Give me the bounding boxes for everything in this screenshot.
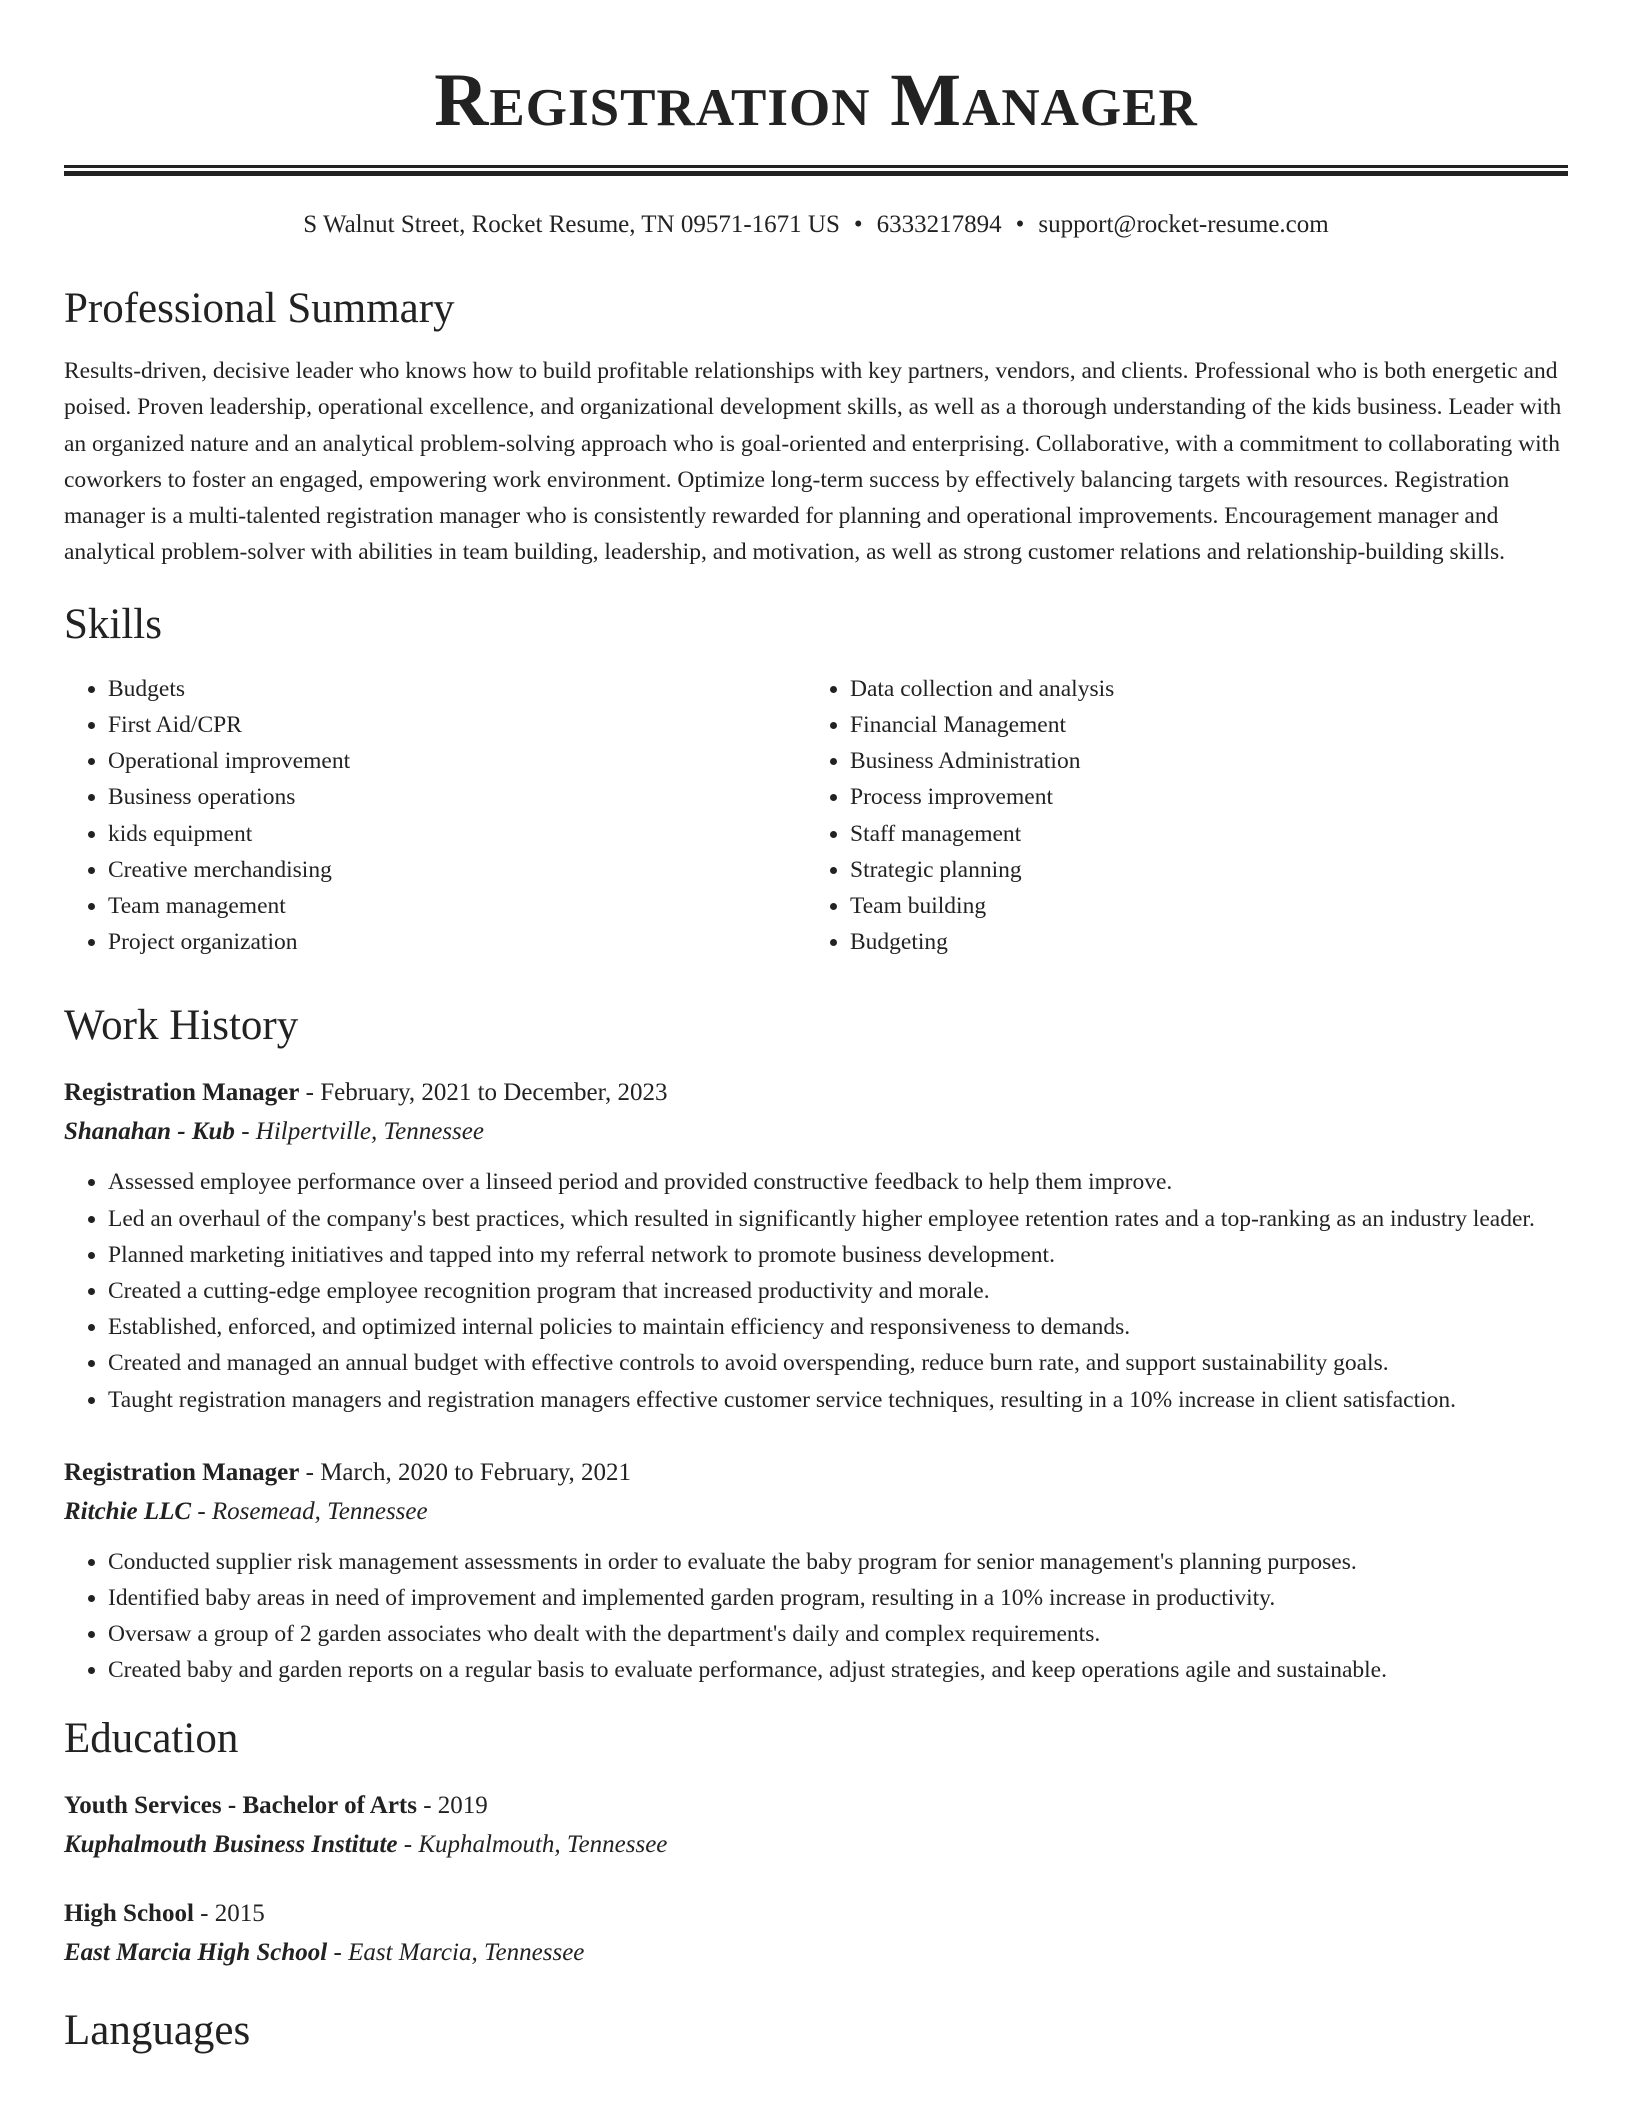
job-entry — [64, 1074, 1568, 1417]
education-dash: - — [416, 1791, 438, 1819]
skill-item: • Data collection and analysis — [850, 671, 1548, 707]
skill-item: • Creative merchandising — [108, 852, 806, 888]
contact-line — [64, 209, 1568, 241]
job-bullet: • Identified baby areas in need of improvement and implemented garden program, resulting in a 10% increase in productivity. — [108, 1580, 1568, 1616]
job-bullet: • Established, enforced, and optimized internal policies to maintain efficiency and responsiveness to demands. — [108, 1309, 1568, 1345]
section-heading: Education — [64, 1714, 239, 1762]
education-year: 2015 — [214, 1899, 265, 1927]
skills-section — [64, 599, 1568, 961]
job-bullet: • Created a cutting-edge employee recognition program that increased productivity and morale. — [108, 1273, 1568, 1309]
job-company: Shanahan - Kub — [64, 1118, 235, 1146]
education-degree: High School — [64, 1899, 194, 1927]
section-heading: Professional Summary — [64, 285, 455, 332]
job-location: Hilpertville, Tennessee — [255, 1118, 484, 1146]
education-school: Kuphalmouth Business Institute — [64, 1830, 398, 1858]
job-bullets — [64, 1544, 1568, 1689]
job-bullet: • Created and managed an annual budget with effective controls to avoid overspending, reduce burn rate, and support sustainability goals. — [108, 1345, 1568, 1381]
job-company-line — [64, 1492, 1568, 1532]
job-title: Registration Manager — [64, 1458, 300, 1486]
job-dash: - — [299, 1458, 321, 1486]
job-bullet: • Taught registration managers and registration managers effective customer service techniques, resulting in a 10% increase in client satisfaction. — [108, 1382, 1568, 1418]
job-location: Rosemead, Tennessee — [211, 1497, 428, 1525]
education-year: 2019 — [437, 1791, 488, 1819]
education-location: Kuphalmouth, Tennessee — [418, 1830, 668, 1858]
job-dates: March, 2020 to February, 2021 — [320, 1458, 632, 1486]
job-company-line — [64, 1112, 1568, 1152]
education-degree-line — [64, 1895, 1568, 1933]
education-location: East Marcia, Tennessee — [348, 1938, 585, 1966]
contact-separator: • — [853, 211, 863, 238]
education-entry — [64, 1895, 1568, 1973]
section-heading: Work History — [64, 1002, 299, 1050]
skill-item: • Team management — [108, 888, 806, 924]
job-company: Ritchie LLC — [64, 1497, 192, 1525]
job-bullet: • Assessed employee performance over a linseed period and provided constructive feedback to help them improve. — [108, 1164, 1568, 1200]
job-bullet: • Planned marketing initiatives and tapped into my referral network to promote business development. — [108, 1237, 1568, 1273]
job-bullets — [64, 1164, 1568, 1417]
job-bullet: • Conducted supplier risk management assessments in order to evaluate the baby program for senior management's planning purposes. — [108, 1544, 1568, 1580]
job-title: Registration Manager — [64, 1079, 300, 1107]
languages-section — [64, 2005, 1568, 2057]
section-heading: Languages — [64, 2006, 251, 2054]
skill-item: • Budgeting — [850, 924, 1548, 960]
skills-list-right — [806, 671, 1548, 961]
resume-name: Registration Manager — [434, 59, 1198, 142]
job-dash: - — [299, 1079, 321, 1107]
skill-item: • Budgets — [108, 671, 806, 707]
job-entry — [64, 1454, 1568, 1689]
education-school-line — [64, 1933, 1568, 1973]
job-header — [64, 1074, 1568, 1112]
job-dash: - — [234, 1118, 256, 1146]
education-degree-line — [64, 1787, 1568, 1825]
skills-grid — [64, 671, 1568, 961]
skill-item: • First Aid/CPR — [108, 707, 806, 743]
summary-text: Results-driven, decisive leader who knows how to build profitable relationships with key partners, vendors, and clients. Professional who is both energetic and poised. Proven leadership, operational excellence, and organizational development skills, as well as a thorough understanding of the kids business. Leader with an organized nature and an analytical problem-solving approach who is goal-oriented and enterprising. Collaborative, with a commitment to collaborating with coworkers to foster an engaged, empowering work environment. Optimize long-term success by effectively balancing targets with resources. Registration manager is a multi-talented registration manager who is consistently rewarded for planning and operational improvements. Encouragement manager and analytical problem-solver with abilities in team building, leadership, and motivation, as well as strong customer relations and relationship-building skills. — [64, 358, 1562, 566]
skill-item: • Team building — [850, 888, 1548, 924]
skill-item: • Process improvement — [850, 779, 1548, 815]
education-dash: - — [327, 1938, 349, 1966]
education-school-line — [64, 1825, 1568, 1865]
contact-phone: 6333217894 — [876, 211, 1002, 238]
professional-summary-section — [64, 283, 1568, 571]
skill-item: • Project organization — [108, 924, 806, 960]
education-degree: Youth Services - Bachelor of Arts — [64, 1791, 417, 1819]
skill-item: • Business Administration — [850, 743, 1548, 779]
skills-list-left — [64, 671, 806, 961]
job-dash: - — [191, 1497, 212, 1525]
job-bullet: • Created baby and garden reports on a regular basis to evaluate performance, adjust strategies, and keep operations agile and sustainable. — [108, 1652, 1568, 1688]
job-bullet: • Led an overhaul of the company's best practices, which resulted in significantly higher employee retention rates and a top-ranking as an industry leader. — [108, 1201, 1568, 1237]
job-bullet: • Oversaw a group of 2 garden associates who dealt with the department's daily and complex requirements. — [108, 1616, 1568, 1652]
work-history-section — [64, 1000, 1568, 1688]
education-section — [64, 1713, 1568, 1973]
contact-address: S Walnut Street, Rocket Resume, TN 09571-1671 US — [303, 211, 840, 238]
education-dash: - — [193, 1899, 215, 1927]
skill-item: • Strategic planning — [850, 852, 1548, 888]
contact-email: support@rocket-resume.com — [1038, 211, 1329, 238]
skill-item: • kids equipment — [108, 816, 806, 852]
skill-item: • Business operations — [108, 779, 806, 815]
job-header — [64, 1454, 1568, 1492]
job-dates: February, 2021 to December, 2023 — [320, 1079, 668, 1107]
education-school: East Marcia High School — [64, 1938, 328, 1966]
contact-separator: • — [1015, 211, 1025, 238]
skill-item: • Staff management — [850, 816, 1548, 852]
header-divider — [64, 165, 1568, 176]
skill-item: • Operational improvement — [108, 743, 806, 779]
education-entry — [64, 1787, 1568, 1865]
education-dash: - — [397, 1830, 419, 1858]
skill-item: • Financial Management — [850, 707, 1548, 743]
section-heading: Skills — [64, 600, 162, 648]
